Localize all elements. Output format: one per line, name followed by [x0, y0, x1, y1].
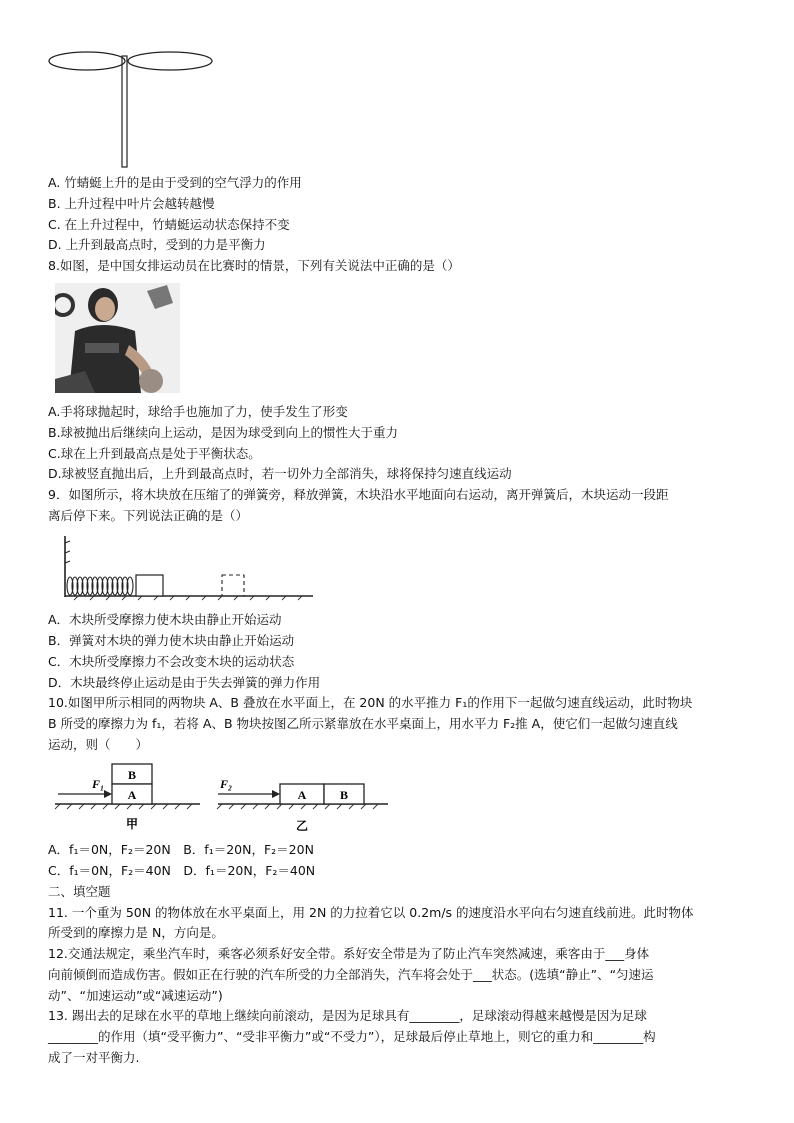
q12-line-3: 动”、“加速运动”或“减速运动”) — [48, 988, 223, 1003]
q9-stem-line-2: 离后停下来。下列说法正确的是（） — [48, 508, 249, 523]
compressed-spring — [67, 577, 133, 595]
q10-stem-line-3: 运动，则（ ） — [48, 737, 149, 752]
force-f1-label: F₁ — [92, 777, 105, 791]
block-b-side-label: B — [339, 788, 349, 802]
q7-option-c: C. 在上升过程中，竹蜻蜓运动状态保持不变 — [48, 217, 290, 232]
q7-option-d: D. 上升到最高点时，受到的力是平衡力 — [48, 237, 266, 252]
block-a-side-label: A — [297, 788, 307, 802]
q13-line-3: 成了一对平衡力. — [48, 1050, 140, 1065]
volleyball-player-photo — [55, 283, 180, 393]
caption-yi: 乙 — [295, 819, 309, 833]
dragonfly-stick — [122, 56, 127, 167]
caption-jia: 甲 — [125, 817, 139, 831]
q8-option-a: A.手将球抛起时，球给手也施加了力，使手发生了形变 — [48, 404, 348, 419]
spring-block-figure — [58, 533, 318, 601]
figure-jia — [55, 764, 200, 831]
q12-line-2: 向前倾倒而造成伤害。假如正在行驶的汽车所受的力全部消失，汽车将会处于___状态。(选填“静止”、“匀速运 — [48, 967, 654, 982]
force-f2-label: F₂ — [220, 777, 233, 791]
q12-line-1: 12.交通法规定，乘坐汽车时，乘客必须系好安全带。系好安全带是为了防止汽车突然减速，乘客由于___身体 — [48, 946, 650, 961]
q8-stem: 8.如图，是中国女排运动员在比赛时的情景，下列有关说法中正确的是（） — [48, 258, 460, 273]
dragonfly-left-blade — [49, 52, 125, 70]
q10-stem-line-1: 10.如图甲所示相同的两物块 A、B 叠放在水平面上，在 20N 的水平推力 F₁的作用下一起做匀速直线运动，此时物块 — [48, 695, 693, 710]
q9-stem-line-1: 9．如图所示，将木块放在压缩了的弹簧旁，释放弹簧，木块沿水平地面向右运动，离开弹簧后，木块运动一段距 — [48, 487, 669, 502]
q9-option-d: D．木块最终停止运动是由于失去弹簧的弹力作用 — [48, 675, 321, 690]
q11-line-1: 11. 一个重为 50N 的物体放在水平桌面上，用 2N 的力拉着它以 0.2m/s 的速度沿水平向右匀速直线前进。此时物体 — [48, 905, 694, 920]
q9-option-b: B．弹簧对木块的弹力使木块由静止开始运动 — [48, 633, 295, 648]
q8-option-b: B.球被抛出后继续向上运动，是因为球受到向上的惯性大于重力 — [48, 425, 399, 440]
wooden-block — [136, 575, 163, 596]
q8-option-d: D.球被竖直抛出后，上升到最高点时，若一切外力全部消失，球将保持匀速直线运动 — [48, 466, 512, 481]
block-b-label: B — [127, 768, 137, 782]
q11-line-2: 所受到的摩擦力是 N，方向是。 — [48, 925, 224, 940]
q8-option-c: C.球在上升到最高点是处于平衡状态。 — [48, 446, 261, 461]
q9-option-a: A．木块所受摩擦力使木块由静止开始运动 — [48, 612, 282, 627]
q7-option-a: A. 竹蜻蜓上升的是由于受到的空气浮力的作用 — [48, 175, 302, 190]
q10-options-line-2: C．f₁＝0N，F₂＝40N D．f₁＝20N，F₂＝40N — [48, 863, 316, 878]
q7-option-b: B. 上升过程中叶片会越转越慢 — [48, 196, 215, 211]
bamboo-dragonfly-figure — [45, 48, 220, 170]
dragonfly-right-blade — [128, 52, 212, 70]
q10-options-line-1: A．f₁＝0N，F₂＝20N B．f₁＝20N，F₂＝20N — [48, 842, 314, 857]
q13-line-1: 13. 踢出去的足球在水平的草地上继续向前滚动，是因为足球具有________，足球滚动得越来越慢是因为足球 — [48, 1008, 647, 1023]
q9-option-c: C．木块所受摩擦力不会改变木块的运动状态 — [48, 654, 295, 669]
figure-yi — [217, 777, 388, 833]
q10-stem-line-2: B 所受的摩擦力为 f₁，若将 A、B 物块按图乙所示紧靠放在水平桌面上，用水平力 F₂推 A，使它们一起做匀速直线 — [48, 716, 678, 731]
section-2-title: 二、填空题 — [48, 884, 111, 899]
blocks-figure — [50, 760, 395, 838]
block-a-label: A — [127, 788, 137, 802]
q13-line-2: ________的作用（填“受平衡力”、“受非平衡力”或“不受力”），足球最后停止草地上，则它的重力和________构 — [48, 1029, 656, 1044]
wooden-block-final-position — [222, 575, 244, 596]
